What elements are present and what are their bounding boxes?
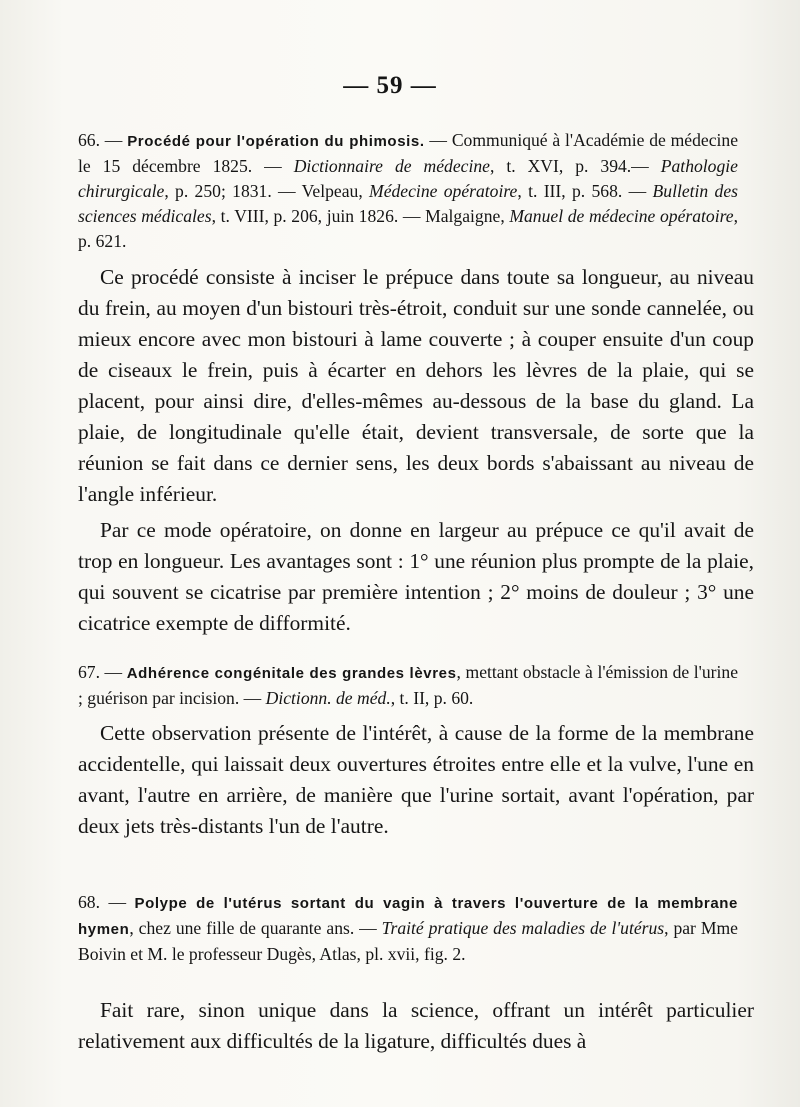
entry-number: 67. — [78,662,123,682]
paragraph: Ce procédé consiste à inciser le prépuce dans toute sa longueur, au niveau du frein, au moyen d'un bistouri très-étroit, conduit sur une sonde cannelée, ou mieux encore avec mon bistouri à lame couverte ; à couper ensuite d'un coup de ciseaux le frein, puis à écarter en dehors les lèvres de la plaie, qui se placent, pour ainsi dire, d'elles-mêmes au-dessous de la base du gland. La plaie, de longitudinale qu'elle était, devient transversale, de sorte que la réunion se fait dans ce dernier sens, les deux bords s'abaissant au niveau de l'angle inférieur. [78,265,754,506]
entry-title: Polype de l'utérus sortant du vagin à travers l'ouverture de la membrane hymen [78,895,739,938]
entry-refs: , chez une fille de quarante ans. — [129,918,382,938]
entry-ref-italic: Dictionnaire de médecine [293,156,490,176]
paragraph: Cette observation présente de l'intérêt, à cause de la forme de la membrane accidentelle, qui laissait deux ouvertures étroites entre elle et la vulve, l'une en avant, l'autre en arrière, de manière que l'urine sortait, avant l'opération, par deux jets très-distants l'un de l'autre. [78,721,754,838]
entry-number: 68. — [78,892,127,912]
entry-67-body [78,718,754,842]
entry-refs: , t. XVI, p. 394.— [489,156,661,176]
entry-ref-italic: Manuel de médecine opératoire [509,206,734,226]
entry-refs: , t. VIII, p. 206, juin 1826. — Malgaigne, [211,206,510,226]
entry-68-reference [78,890,738,967]
entry-refs: , mettant obstacle à l'émission de l'urine ; guérison par incision. — [78,662,739,708]
entry-ref-italic: Traité pratique des maladies de l'utérus [381,918,665,938]
entry-refs: , t. II, p. 60. [390,688,474,708]
entry-number: 66. — [78,130,123,150]
entry-title: Adhérence congénitale des grandes lèvres [126,665,457,682]
entry-refs: — Communiqué à l'Académie de médecine le 15 décembre 1825. — [78,130,739,176]
page-number: — 59 — [343,72,437,99]
entry-66-body [78,262,754,639]
entry-refs: , t. III, p. 568. — [517,181,653,201]
entry-refs: , par Mme Boivin et M. le professeur Dugès, Atlas, pl. xvii, fig. 2. [78,918,738,964]
entry-ref-italic: Pathologie chirurgicale [78,156,738,201]
entry-ref-italic: Médecine opératoire [369,181,518,201]
paragraph: Par ce mode opératoire, on donne en largeur au prépuce ce qu'il avait de trop en longueur. Les avantages sont : 1° une réunion plus prompte de la plaie, qui souvent se cicatrise par première intention ; 2° moins de douleur ; 3° une cicatrice exempte de difformité. [78,518,754,635]
entry-67-reference [78,660,738,711]
paragraph: Fait rare, sinon unique dans la science, offrant un intérêt particulier relativement aux difficultés de la ligature, difficultés dues à [78,998,754,1053]
entry-68-body [78,995,754,1057]
entry-refs: , p. 621. [78,206,739,251]
entry-title: Procédé pour l'opération du phimosis. [127,133,425,150]
entry-ref-italic: Dictionn. de méd. [265,688,391,708]
entry-ref-italic: Bulletin des sciences médicales [78,181,739,226]
entry-66-reference [78,128,738,254]
entry-refs: , p. 250; 1831. — Velpeau, [164,181,370,201]
